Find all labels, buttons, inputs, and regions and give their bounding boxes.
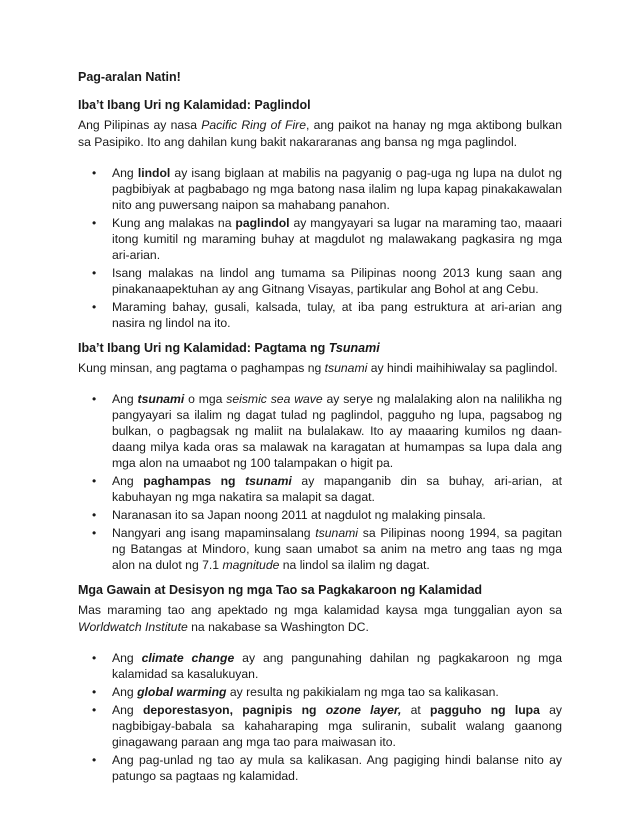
text-run: sa Pilipinas noong 1994, sa pagitan ng Batangas at Mindoro, kung saan umabot sa anim na metro ang taas ng mga alon na dulot ng 7.1 bbox=[112, 526, 562, 572]
emphasis-text: deporestasyon, pagnipis ng bbox=[142, 703, 326, 717]
emphasis-text: tsunami bbox=[245, 474, 292, 488]
section-title bbox=[78, 341, 562, 355]
text-run: ay mapanganib din sa buhay, ari-arian, at kabuhayan ng mga nakatira sa malapit sa dagat. bbox=[112, 474, 562, 504]
section-paragraph bbox=[78, 117, 562, 151]
text-run: Naranasan ito sa Japan noong 2011 at nagdulot ng malaking pinsala. bbox=[112, 508, 486, 522]
emphasis-text: seismic sea wave bbox=[226, 392, 323, 406]
intro-title: Pag-aralan Natin! bbox=[78, 70, 181, 84]
text-run: Ang bbox=[112, 474, 144, 488]
bullet-item bbox=[78, 702, 562, 750]
text-run: ay ang pangunahing dahilan ng pagkakaroon ng mga kalamidad sa kasalukuyan. bbox=[112, 651, 562, 681]
text-run: Maraming bahay, gusali, kalsada, tulay, at iba pang estruktura at ari-arian ang nasira ng lindol na ito. bbox=[112, 300, 562, 330]
text-run: na lindol sa ilalim ng dagat. bbox=[279, 558, 430, 572]
bullet-item bbox=[78, 473, 562, 505]
text-run: Nangyari ang isang mapaminsalang bbox=[112, 526, 316, 540]
section-gawain-desisyon bbox=[78, 583, 562, 784]
emphasis-text: tsunami bbox=[137, 392, 185, 406]
bullet-list bbox=[78, 165, 562, 331]
text-run: ay nagbibigay-babala sa kahaharaping mga suliranin, subalit walang gaanong ginagawang paraan ang mga tao para maiwasan ito. bbox=[112, 703, 563, 749]
bullet-item bbox=[78, 391, 562, 471]
bullet-list bbox=[78, 650, 562, 784]
text-run: Ang bbox=[112, 166, 138, 180]
bullet-item bbox=[78, 525, 562, 573]
bullet-item bbox=[78, 684, 562, 700]
text-run: Ang bbox=[112, 392, 138, 406]
section-title bbox=[78, 98, 562, 112]
emphasis-text: magnitude bbox=[222, 558, 280, 572]
emphasis-text: climate change bbox=[141, 651, 235, 665]
text-run: Isang malakas na lindol ang tumama sa Pilipinas noong 2013 kung saan ang pinakanaapektuhan ay ang Gitnang Visayas, partikular ang Bohol at ang Cebu. bbox=[112, 266, 562, 296]
emphasis-text: tsunami bbox=[324, 361, 368, 375]
section-paragraph bbox=[78, 360, 562, 377]
bullet-item bbox=[78, 299, 562, 331]
section-paglindol bbox=[78, 98, 562, 331]
emphasis-text: Mga Gawain at Desisyon ng mga Tao sa Pagkakaroon ng Kalamidad bbox=[78, 583, 483, 597]
bullet-item bbox=[78, 752, 562, 784]
bullet-item bbox=[78, 265, 562, 297]
text-run: ay serye ng malalaking alon na nalilikha ng pangyayari sa ilalim ng dagat tulad ng paglindol, pagguho ng lupa, pagsabog ng bulkan, o pagbagsak ng maliit na bulalakaw. Ito ay maaaring kumilos ng daan-daang milya kada oras sa malawak na karagatan at humampas sa lupa dala ang mga alon na umaabot ng 100 talampakan o higit pa. bbox=[112, 392, 562, 470]
bullet-item bbox=[78, 650, 562, 682]
emphasis-text: pagguho ng lupa bbox=[430, 703, 540, 717]
emphasis-text: paglindol bbox=[235, 216, 290, 230]
emphasis-text: global warming bbox=[137, 685, 227, 699]
text-run: ay resulta ng pakikialam ng mga tao sa kalikasan. bbox=[226, 685, 499, 699]
text-run: Kung ang malakas na bbox=[112, 216, 236, 230]
text-run: Ang bbox=[112, 685, 138, 699]
text-run: ay hindi maihihiwalay sa paglindol. bbox=[367, 361, 558, 375]
text-run: Ang Pilipinas ay nasa bbox=[78, 118, 202, 132]
document-page bbox=[78, 70, 562, 794]
text-run: na nakabase sa Washington DC. bbox=[187, 620, 369, 634]
bullet-item bbox=[78, 165, 562, 213]
text-run: Ang bbox=[112, 703, 143, 717]
emphasis-text: Pacific Ring of Fire bbox=[201, 118, 306, 132]
bullet-item bbox=[78, 507, 562, 523]
section-title bbox=[78, 583, 562, 597]
text-run: ay isang biglaan at mabilis na pagyanig o pag-uga ng lupa na dulot ng pagbibiyak at pagbabago ng mga batong nasa ilalim ng lupa kapag pinakakawalan nito ang puwersang naipon sa mahabang panahon. bbox=[112, 166, 562, 212]
emphasis-text: ozone layer, bbox=[325, 703, 402, 717]
text-run: ay mangyayari sa lugar na maraming tao, maaari itong kumitil ng maraming buhay at magdulot ng malawakang pagkasira ng mga ari-arian. bbox=[112, 216, 563, 262]
text-run: Mas maraming tao ang apektado ng mga kalamidad kaysa mga tunggalian ayon sa bbox=[78, 603, 562, 617]
emphasis-text: Iba’t Ibang Uri ng Kalamidad: Paglindol bbox=[78, 98, 311, 112]
section-paragraph bbox=[78, 602, 562, 636]
emphasis-text: paghampas ng bbox=[143, 474, 246, 488]
emphasis-text: tsunami bbox=[315, 526, 358, 540]
text-run: Ang pag-unlad ng tao ay mula sa kalikasan. Ang pagiging hindi balanse nito ay patungo sa pagtaas ng kalamidad. bbox=[112, 753, 562, 783]
bullet-item bbox=[78, 215, 562, 263]
emphasis-text: Worldwatch Institute bbox=[78, 620, 188, 634]
text-run: Ang bbox=[112, 651, 142, 665]
bullet-list bbox=[78, 391, 562, 573]
text-run: , ang paikot na hanay ng mga aktibong bulkan sa Pasipiko. Ito ang dahilan kung bakit nakararanas ang bansa ng mga paglindol. bbox=[78, 118, 562, 149]
text-run: o mga bbox=[184, 392, 227, 406]
emphasis-text: Iba’t Ibang Uri ng Kalamidad: Pagtama ng bbox=[78, 341, 329, 355]
text-run: Kung minsan, ang pagtama o paghampas ng bbox=[78, 361, 325, 375]
emphasis-text: lindol bbox=[137, 166, 171, 180]
text-run: at bbox=[401, 703, 431, 717]
emphasis-text: Tsunami bbox=[328, 341, 380, 355]
section-tsunami bbox=[78, 341, 562, 573]
